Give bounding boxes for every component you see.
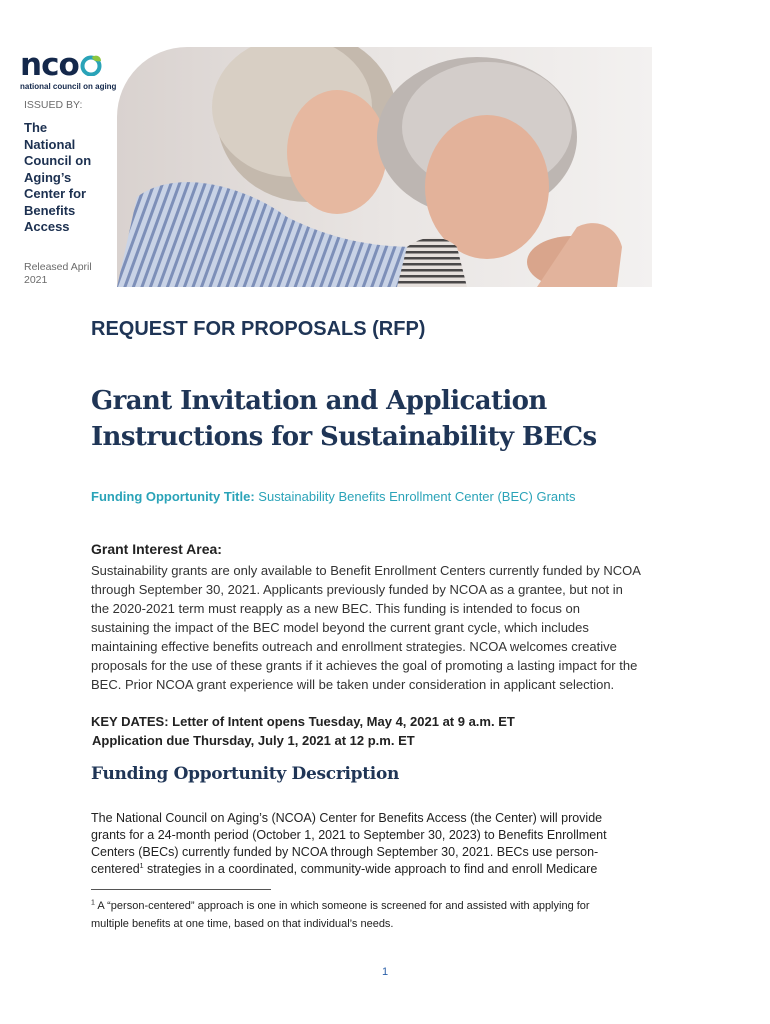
body-line: maintaining effective benefits outreach and enrollment strategies. NCOA welcomes creative <box>91 639 617 654</box>
key-dates-line: KEY DATES: Letter of Intent opens Tuesday, May 4, 2021 at 9 a.m. ET <box>91 714 515 729</box>
footnote-line: multiple benefits at one time, based on that individual’s needs. <box>91 918 394 930</box>
issuer-line: Aging’s <box>24 169 72 185</box>
release-line: Released April <box>24 261 92 273</box>
funding-description-heading: Funding Opportunity Description <box>91 764 400 784</box>
body-line: The National Council on Aging’s (NCOA) Center for Benefits Access (the Center) will provide <box>91 811 603 825</box>
body-line: grants for a 24-month period (October 1, 2021 to September 30, 2023) to Benefits Enrollment <box>91 828 607 842</box>
footnote-text: A “person-centered” approach is one in which someone is screened for and assisted with applying for <box>94 900 590 912</box>
funding-description-body <box>91 810 691 878</box>
title-line: Instructions for Sustainability BECs <box>91 422 597 452</box>
page-number: 1 <box>381 966 389 978</box>
footnote-reference[interactable]: 1 <box>139 862 144 870</box>
release-line: 2021 <box>24 274 48 286</box>
body-line: proposals for the use of these grants if it achieves the goal of promoting a lasting impact for the <box>91 658 638 673</box>
body-line: Sustainability grants are only available to Benefit Enrollment Centers currently funded by NCOA <box>91 563 641 578</box>
body-line: sustaining the impact of the BEC model beyond the current grant cycle, which includes <box>91 620 589 635</box>
issuer-line: The <box>24 120 48 135</box>
body-line: BEC. Prior NCOA grant experience will be taken under consideration in applicant selection. <box>91 677 615 692</box>
footnote-line <box>91 897 691 915</box>
body-line: through September 30, 2021. Applicants previously funded by NCOA as a grantee, but not in <box>91 582 623 597</box>
logo-word: nco <box>20 47 79 83</box>
issuer-line: Access <box>24 219 70 234</box>
body-line: the 2020-2021 term must reapply as a new BEC. This funding is intended to focus on <box>91 601 580 616</box>
key-dates <box>91 712 515 750</box>
ncoa-logo <box>20 47 120 94</box>
issuer-line: Council on <box>24 153 92 168</box>
key-dates-line: Application due Thursday, July 1, 2021 at 12 p.m. ET <box>92 733 415 748</box>
footnote <box>91 897 691 933</box>
document-title <box>91 383 731 455</box>
title-line: Grant Invitation and Application <box>91 386 547 416</box>
funding-label: Funding Opportunity Title: <box>91 489 255 504</box>
funding-opportunity-title <box>91 489 576 504</box>
body-text: centered <box>91 862 140 876</box>
logo-subtitle: national council on aging <box>20 82 117 91</box>
body-line <box>91 861 691 878</box>
hero-photo-two-women-embracing <box>117 47 652 287</box>
body-text: strategies in a coordinated, community-wide approach to find and enroll Medicare <box>143 862 598 876</box>
footnote-marker: 1 <box>91 899 95 907</box>
funding-value: Sustainability Benefits Enrollment Center (BEC) Grants <box>254 489 576 504</box>
grant-interest-heading: Grant Interest Area: <box>91 541 222 557</box>
grant-interest-body <box>91 561 691 694</box>
rfp-heading: REQUEST FOR PROPOSALS (RFP) <box>91 318 426 340</box>
issuer-line: Benefits <box>24 202 76 218</box>
footnote-divider <box>91 889 271 890</box>
logo-wordmark <box>20 47 120 83</box>
issued-by-label: ISSUED BY: <box>24 99 83 111</box>
issuer-line: National <box>24 136 76 152</box>
release-date <box>24 261 114 287</box>
body-line: Centers (BECs) currently funded by NCOA through September 30, 2021. BECs use person- <box>91 845 599 859</box>
issuer-name <box>24 120 114 236</box>
issuer-line: Center for <box>24 186 87 201</box>
logo-leaf-icon <box>80 54 102 76</box>
